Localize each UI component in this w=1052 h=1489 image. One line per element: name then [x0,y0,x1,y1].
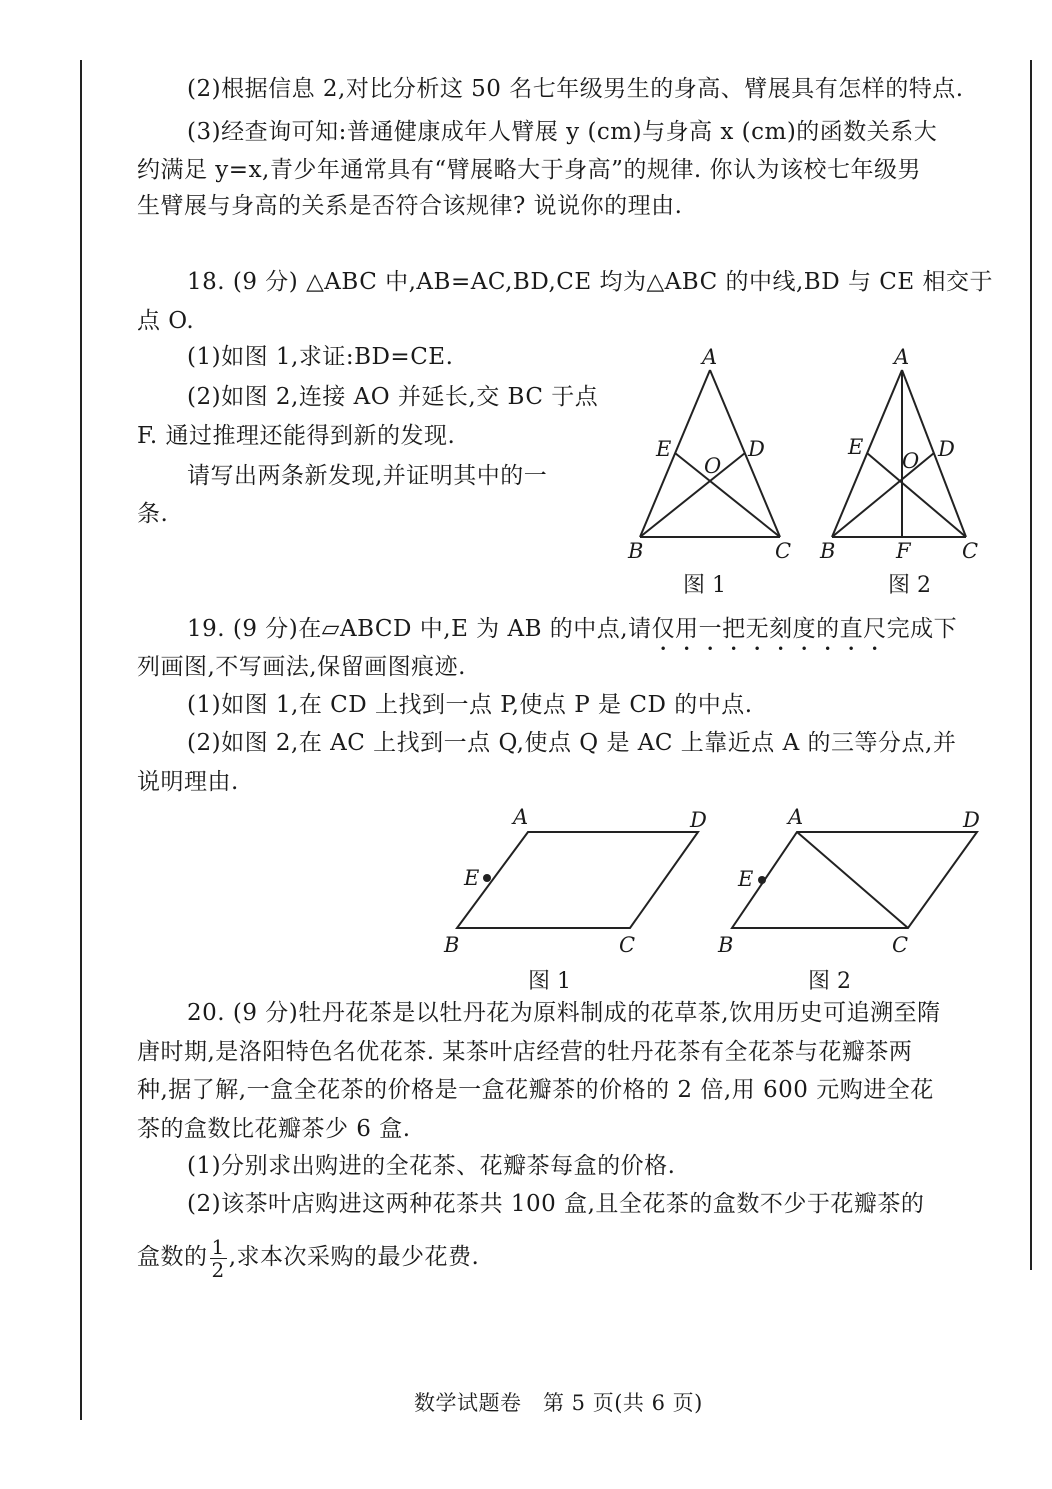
q19-emphasis-ruler: 仅用一把无刻度的直尺 [651,616,887,642]
q19-fig2-label-c: C [892,933,909,957]
fig2-label-b: B [820,539,836,563]
q17-part2: (2)根据信息 2,对比分析这 50 名七年级男生的身高、臂展具有怎样的特点. [187,76,964,102]
fig2-diagonal-ac [797,832,908,928]
q19-fig1-label-b: B [444,933,460,957]
q17-part3-line2: 约满足 y=x,青少年通常具有“臂展略大于身高”的规律. 你认为该校七年级男 [137,157,921,183]
q19-fig2-label-b: B [718,933,734,957]
q19-figure-2 [732,832,977,928]
q20-part2-line1: (2)该茶叶店购进这两种花茶共 100 盒,且全花茶的盒数不少于花瓣茶的 [187,1191,925,1217]
fig2-parallelogram [732,832,977,928]
fig2-label-o: O [902,449,920,473]
q19-figure-1 [457,832,698,928]
fig2-label-c: C [962,539,979,563]
fig1-caption: 图 1 [683,573,726,598]
q18-stem-line2: 点 O. [137,308,195,334]
fig1-label-b: B [628,539,644,563]
fraction-numerator: 1 [211,1234,225,1259]
q19-fig1-label-c: C [619,933,636,957]
q19-figure-1-labels [443,805,707,994]
q20-part2-line2 [137,1232,479,1282]
q17-part3-line3: 生臂展与身高的关系是否符合该规律? 说说你的理由. [137,193,683,219]
q19-fig1-label-e: E [464,866,480,890]
q19-fig2-label-d: D [963,808,980,832]
q20-stem-line2: 唐时期,是洛阳特色名优花茶. 某茶叶店经营的牡丹花茶有全花茶与花瓣茶两 [137,1039,913,1065]
q19-part2-line2: 说明理由. [137,769,239,795]
q20-part1: (1)分别求出购进的全花茶、花瓣茶每盒的价格. [187,1153,676,1179]
fraction-one-half [210,1236,227,1281]
q19-stem-line2: 列画图,不写画法,保留画图痕迹. [137,654,466,680]
q19-fig1-label-a: A [513,805,529,829]
q20-stem-line1: 20. (9 分)牡丹花茶是以牡丹花为原料制成的花草茶,饮用历史可追溯至隋 [187,1000,941,1026]
q17-part3-line1: (3)经查询可知:普通健康成年人臂展 y (cm)与身高 x (cm)的函数关系大 [187,119,938,145]
q19-fig1-label-d: D [690,808,707,832]
fig2-label-d: D [938,437,955,461]
fig2-label-a: A [894,345,910,369]
fig1-label-d: D [748,437,765,461]
fig1-parallelogram [457,832,698,928]
page-footer: 数学试题卷 第 5 页(共 6 页) [414,1391,703,1415]
q19-part2-line1: (2)如图 2,在 AC 上找到一点 Q,使点 Q 是 AC 上靠近点 A 的三等分点,并 [187,730,957,756]
fig2-label-f: F [896,539,911,563]
fig1-label-c: C [775,539,792,563]
q18-part2-line1: (2)如图 2,连接 AO 并延长,交 BC 于点 [187,384,599,410]
q20-stem-line3: 种,据了解,一盒全花茶的价格是一盒花瓣茶的价格的 2 倍,用 600 元购进全花 [137,1077,934,1103]
fig1-label-e: E [656,437,672,461]
q20-stem-line4: 茶的盒数比花瓣茶少 6 盒. [137,1116,411,1142]
fig2-caption: 图 2 [888,573,931,598]
q20-part2-line2-b: ,求本次采购的最少花费. [228,1244,480,1270]
q19-stem-line1-c: 完成下 [886,616,958,642]
q20-part2-line2-a: 盒数的 [137,1244,208,1270]
fraction-denominator: 2 [211,1257,225,1282]
q18-part2-line2: F. 通过推理还能得到新的发现. [137,423,456,449]
q18-stem-line1: 18. (9 分) △ABC 中,AB=AC,BD,CE 均为△ABC 的中线,BD 与 CE 相交于 [187,269,993,295]
q19-figure-2-labels [717,805,980,994]
q19-fig2-label-a: A [788,805,804,829]
fig1-label-a: A [702,345,718,369]
q18-part1: (1)如图 1,求证:BD=CE. [187,344,454,370]
q19-fig1-caption: 图 1 [528,969,571,994]
q19-fig2-label-e: E [738,867,754,891]
q18-part3-line2: 条. [137,501,169,527]
q19-part1: (1)如图 1,在 CD 上找到一点 P,使点 P 是 CD 的中点. [187,692,753,718]
fig2-label-e: E [848,435,864,459]
q19-fig2-caption: 图 2 [808,969,851,994]
fig1-point-e [483,874,491,882]
fig1-label-o: O [704,454,722,478]
fig2-point-e [758,876,766,884]
q18-part3-line1: 请写出两条新发现,并证明其中的一 [187,463,548,489]
q19-stem-line1-a: 19. (9 分)在▱ABCD 中,E 为 AB 的中点,请 [187,616,652,642]
